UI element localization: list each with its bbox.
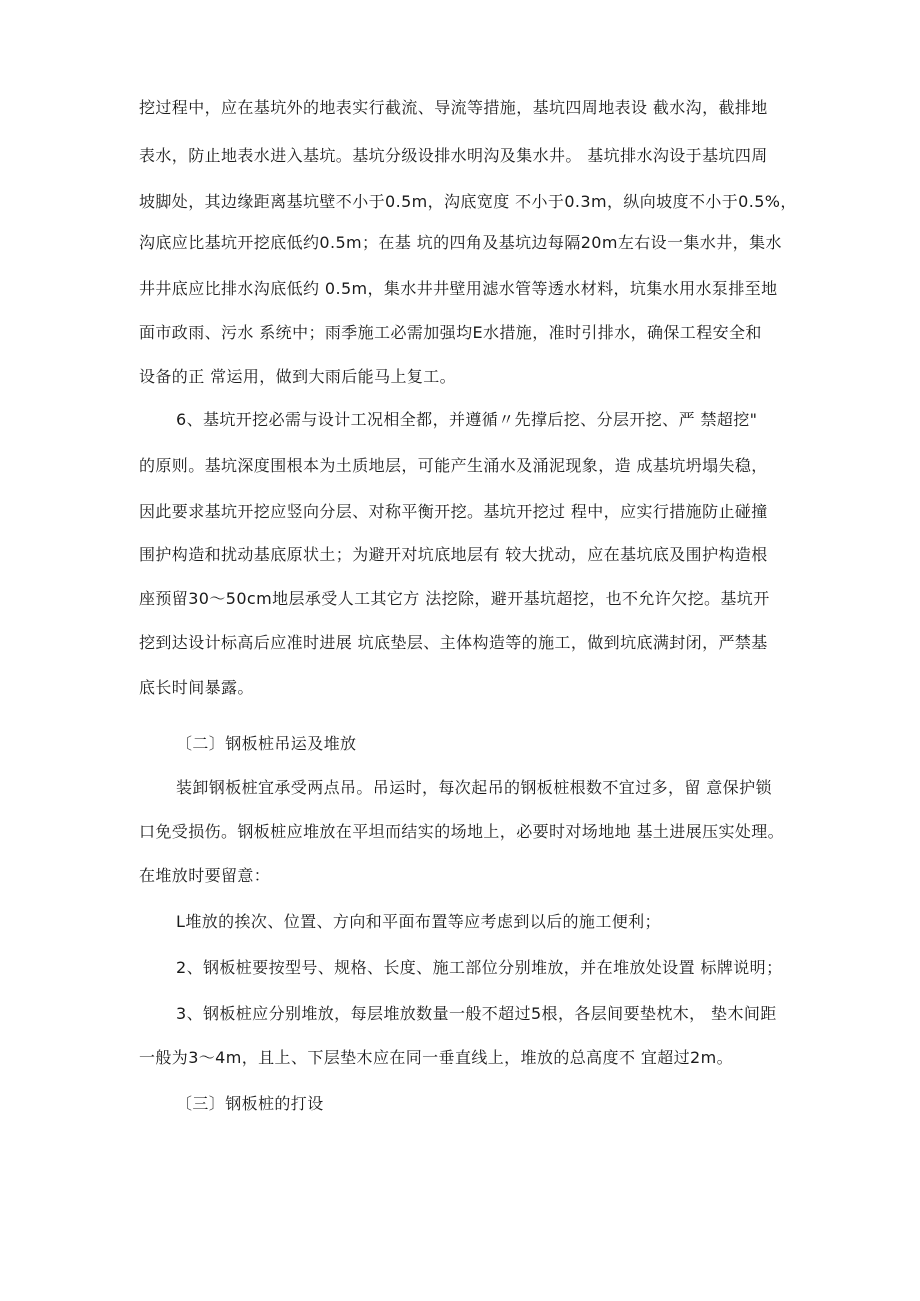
text-line: 设备的正 常运用，做到大雨后能马上复工。 xyxy=(139,367,457,386)
text-line: 围护构造和扰动基底原状土；为避开对坑底地层有 较大扰动，应在基坑底及围护构造根 xyxy=(139,545,768,564)
text-line: 装卸钢板桩宜承受两点吊。吊运时，每次起吊的钢板桩根数不宜过多，留 意保护锁 xyxy=(176,778,772,797)
text-line: 表水，防止地表水进入基坑。基坑分级设排水明沟及集水井。 基坑排水沟设于基坑四周 xyxy=(139,146,768,165)
text-line: 在堆放时要留意： xyxy=(139,866,271,885)
text-line: 座预留30～50cm地层承受人工其它方 法挖除，避开基坑超挖，也不允许欠挖。基坑开 xyxy=(139,589,770,608)
text-line: 井井底应比排水沟底低约 0.5m，集水井井壁用滤水管等透水材料，坑集水用水泵排至地 xyxy=(139,279,778,298)
text-line: 挖过程中，应在基坑外的地表实行截流、导流等措施，基坑四周地表设 截水沟，截排地 xyxy=(139,98,768,117)
text-line: 口免受损伤。钢板桩应堆放在平坦而结实的场地上，必要时对场地地 基土进展压实处理。 xyxy=(139,822,785,841)
text-line: 面市政雨、污水 系统中；雨季施工必需加强均E水措施，准时引排水，确保工程安全和 xyxy=(139,323,762,342)
text-line: 因此要求基坑开挖应竖向分层、对称平衡开挖。基坑开挖过 程中，应实行措施防止碰撞 xyxy=(139,502,768,521)
text-line: 一般为3～4m，且上、下层垫木应在同一垂直线上，堆放的总高度不 宜超过2m。 xyxy=(139,1048,733,1067)
list-item: 2、钢板桩要按型号、规格、长度、施工部位分别堆放，并在堆放处设置 标牌说明； xyxy=(176,958,783,977)
section-heading: 〔二〕钢板桩吊运及堆放 xyxy=(176,734,357,753)
list-item: 3、钢板桩应分别堆放，每层堆放数量一般不超过5根，各层间要垫枕木， 垫木间距 xyxy=(176,1004,777,1023)
text-line: 挖到达设计标高后应准时进展 坑底垫层、主体构造等的施工，做到坑底满封闭，严禁基 xyxy=(139,633,768,652)
text-line: 底长时间暴露。 xyxy=(139,678,254,697)
text-line: 的原则。基坑深度围根本为土质地层，可能产生涌水及涌泥现象，造 成基坑坍塌失稳， xyxy=(139,456,768,475)
text-line: 坡脚处，其边缘距离基坑壁不小于0.5m，沟底宽度 不小于0.3m，纵向坡度不小于0.5%， xyxy=(139,192,797,211)
text-line: 沟底应比基坑开挖底低约0.5m；在基 坑的四角及基坑边每隔20m左右设一集水井，集水 xyxy=(139,233,782,252)
list-item: L堆放的挨次、位置、方向和平面布置等应考虑到以后的施工便利； xyxy=(176,912,661,931)
text-line: 6、基坑开挖必需与设计工况相全都，并遵循〃先撑后挖、分层开挖、严 禁超挖" xyxy=(176,410,758,429)
section-heading: 〔三〕钢板桩的打设 xyxy=(176,1094,324,1113)
